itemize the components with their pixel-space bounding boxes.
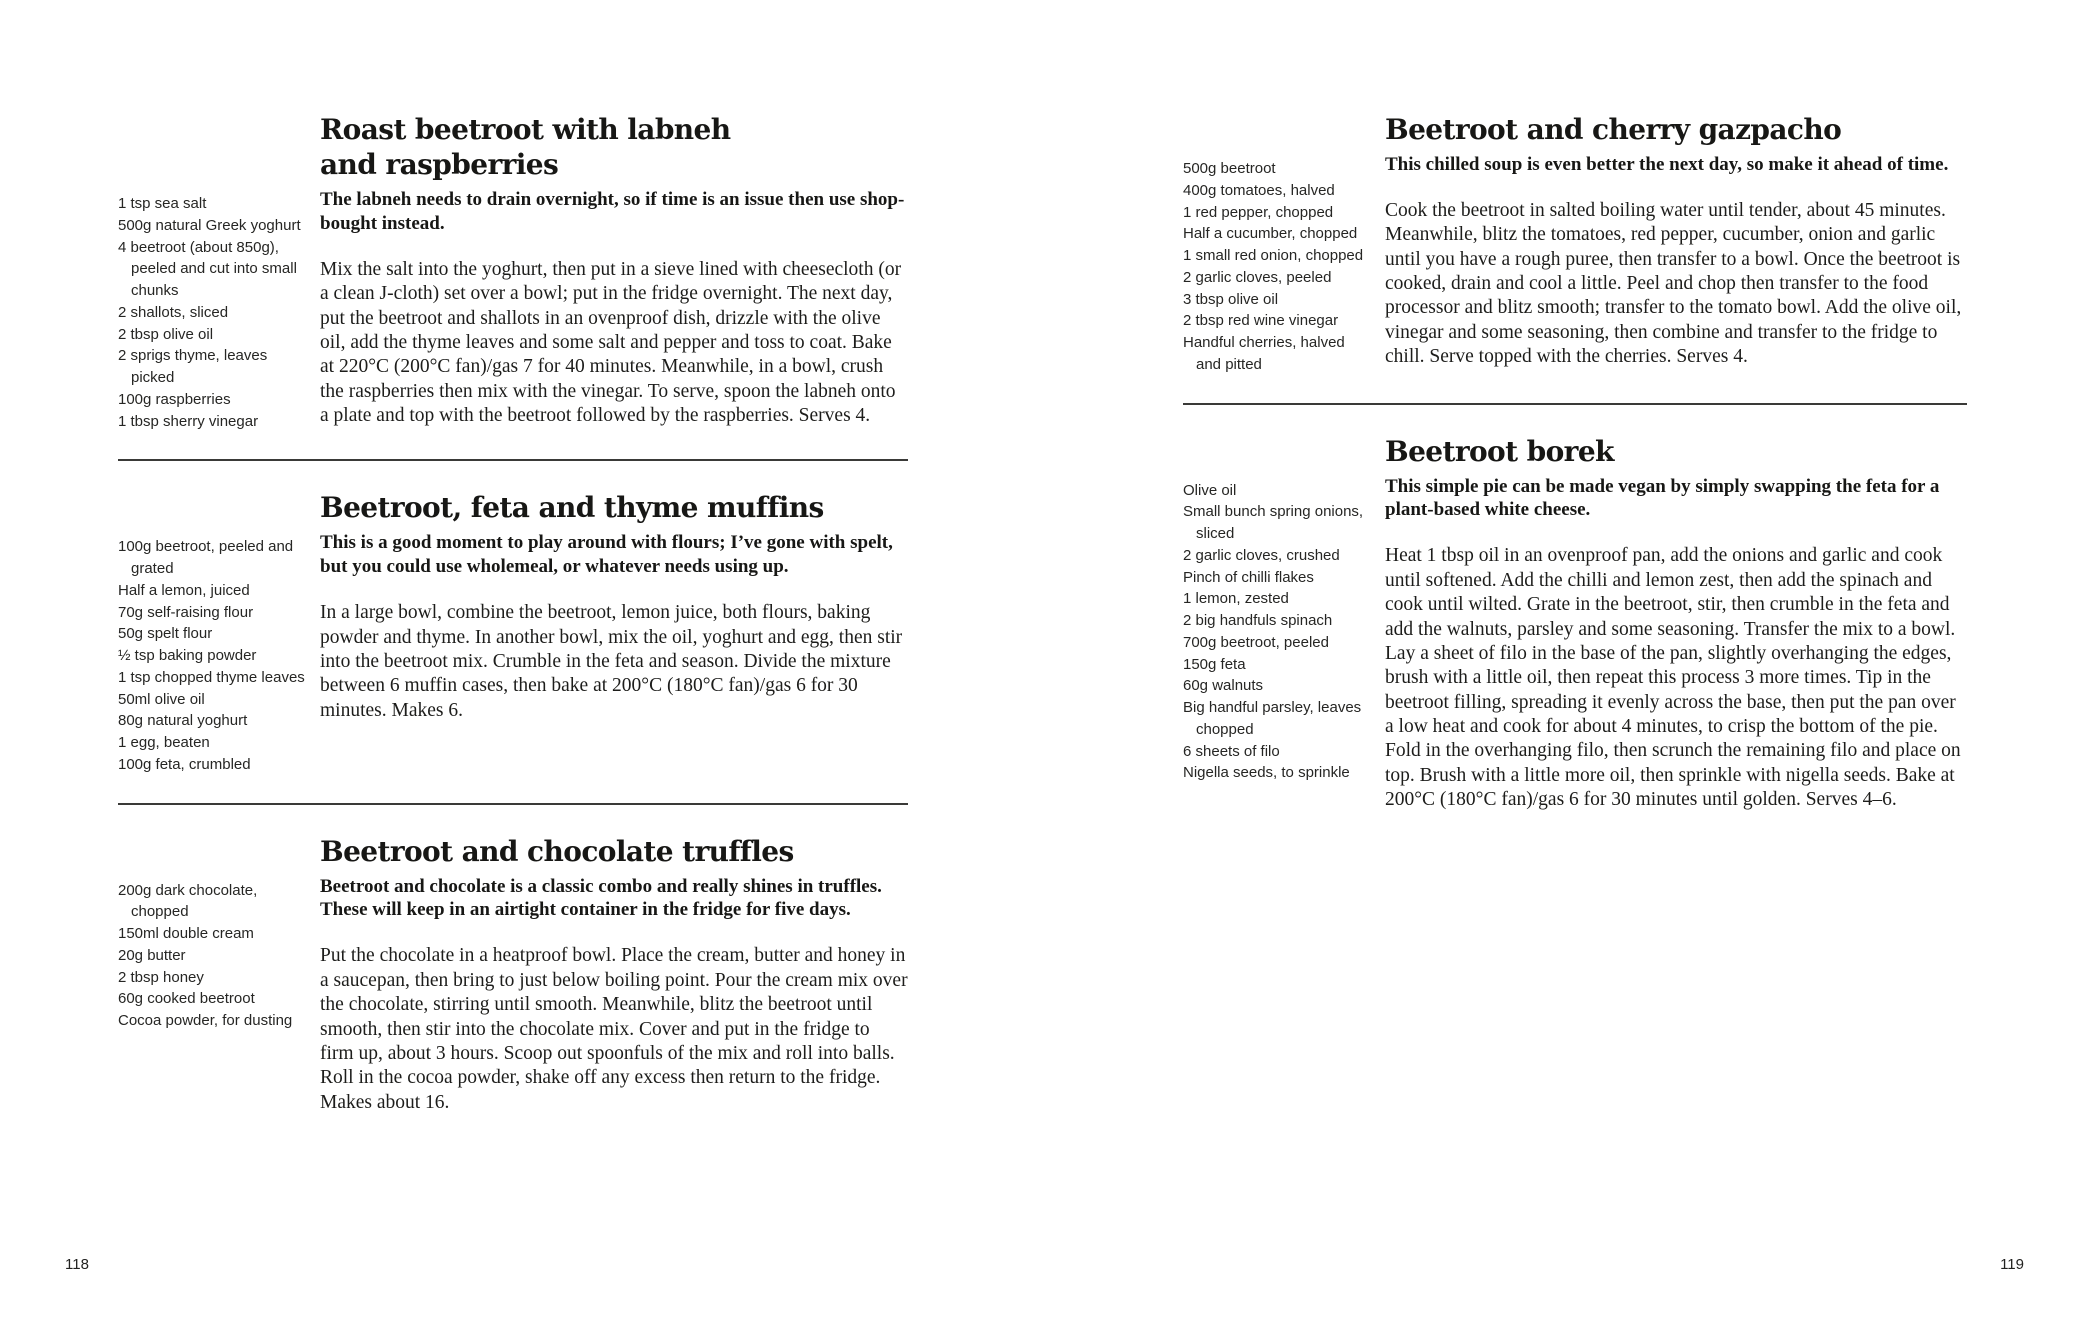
recipe-title-line: Roast beetroot with labneh <box>320 113 731 146</box>
recipe-standfirst: The labneh needs to drain overnight, so if time is an issue then use shop-bought instead. <box>320 189 905 234</box>
recipe-main <box>320 875 908 1116</box>
ingredient-item: Half a lemon, juiced <box>118 581 250 599</box>
recipe-columns <box>1183 475 1967 813</box>
ingredient-item: 100g raspberries <box>118 390 231 408</box>
ingredient-item: Nigella seeds, to sprinkle <box>1183 764 1350 782</box>
ingredient-item: 3 tbsp olive oil <box>1183 290 1279 308</box>
recipe-title <box>1385 434 1967 469</box>
ingredient-item: ½ tsp baking powder <box>118 647 257 664</box>
ingredient-item: 700g beetroot, peeled <box>1183 633 1329 651</box>
recipe-columns <box>118 531 908 775</box>
ingredient-item: 1 tbsp sherry vinegar <box>118 412 259 430</box>
ingredient-item: 4 beetroot (about 850g), peeled and cut into small chunks <box>118 238 297 299</box>
recipe-method: Cook the beetroot in salted boiling water until tender, about 45 minutes. Meanwhile, blitz the tomatoes, red pepper, cucumber, onion and garlic until you have a rough puree, then transfer to a bowl. Once the beetroot is cooked, drain and cool a little. Peel and chop then transfer to the food processor and blitz smooth; transfer to the tomato bowl. Add the olive oil, vinegar and some seasoning, then combine and transfer to the fridge to chill. Serve topped with the cherries. Serves 4. <box>1385 199 1962 368</box>
ingredient-item: 6 sheets of filo <box>1183 742 1280 760</box>
ingredient-item: 2 tbsp olive oil <box>118 325 214 343</box>
section-divider <box>118 803 908 805</box>
ingredient-item: 1 lemon, zested <box>1183 590 1289 608</box>
ingredient-item: 150ml double cream <box>118 925 254 942</box>
page-number-right: 119 <box>2000 1256 2024 1273</box>
ingredient-item: 70g self-raising flour <box>118 603 254 621</box>
ingredient-item: 2 garlic cloves, peeled <box>1183 268 1332 286</box>
ingredient-item: 400g tomatoes, halved <box>1183 181 1335 199</box>
page-number-left: 118 <box>65 1256 89 1273</box>
recipe-title <box>320 834 908 869</box>
recipe-main <box>320 188 908 429</box>
recipe-main <box>1385 153 1967 370</box>
ingredients-list <box>1183 480 1371 785</box>
ingredient-item: 500g beetroot <box>1183 160 1276 177</box>
ingredient-item: 200g dark chocolate, chopped <box>118 881 258 921</box>
recipe-beetroot-borek <box>1183 434 1967 813</box>
ingredient-item: 500g natural Greek yoghurt <box>118 216 301 234</box>
page-left-content <box>118 0 908 1115</box>
ingredient-item: 60g cooked beetroot <box>118 990 255 1008</box>
recipe-title <box>1385 112 1967 147</box>
ingredient-item: Big handful parsley, leaves chopped <box>1183 699 1362 738</box>
recipe-title <box>320 112 908 182</box>
recipe-standfirst: This simple pie can be made vegan by simply swapping the feta for a plant-based white cheese. <box>1385 475 1940 521</box>
ingredient-item: 20g butter <box>118 946 186 964</box>
recipe-title-line: Beetroot borek <box>1385 434 1614 468</box>
ingredients-list <box>118 880 306 1032</box>
ingredient-item: 50g spelt flour <box>118 625 213 643</box>
recipe-columns <box>118 875 908 1116</box>
ingredient-item: 1 small red onion, chopped <box>1183 247 1364 264</box>
recipe-title <box>320 490 908 525</box>
ingredient-item: Pinch of chilli flakes <box>1183 568 1314 586</box>
recipe-standfirst: Beetroot and chocolate is a classic combo and really shines in truffles. These will keep in an airtight container in the fridge for five days. <box>320 875 882 921</box>
ingredient-item: 2 tbsp honey <box>118 968 204 986</box>
page-right-content <box>1183 0 1967 813</box>
ingredients-list <box>1183 158 1371 376</box>
recipe-columns <box>1183 153 1967 376</box>
ingredient-item: Half a cucumber, chopped <box>1183 225 1358 243</box>
recipe-beetroot-cherry-gazpacho <box>1183 112 1967 376</box>
ingredients-list <box>118 536 306 775</box>
ingredient-item: 1 tsp sea salt <box>118 195 207 212</box>
ingredient-item: 50ml olive oil <box>118 690 205 708</box>
ingredient-item: 2 tbsp red wine vinegar <box>1183 312 1339 330</box>
ingredient-item: 2 big handfuls spinach <box>1183 612 1333 629</box>
ingredient-item: Handful cherries, halved and pitted <box>1183 334 1345 373</box>
recipe-method: Heat 1 tbsp oil in an ovenproof pan, add the onions and garlic and cook until softened. Add the chilli and lemon zest, then add the spinach and cook until wilted. Grate in the beetroot, stir, then crumble in the feta and add the walnuts, parsley and some seasoning. Transfer the mix to a bowl. Lay a sheet of filo in the base of the pan, slightly overhanging the edges, brush with a little oil, then repeat this process 3 more times. Tip in the beetroot filling, spreading it evenly across the base, then put the pan over a low heat and cook for about 4 minutes, to crisp the bottom of the pie. Fold in the overhanging filo, then scrunch the remaining filo and place on top. Brush with a little more oil, then sprinkle with nigella seeds. Bake at 200°C (180°C fan)/gas 6 for 30 minutes until golden. Serves 4–6. <box>1385 545 1961 811</box>
section-divider <box>1183 403 1967 405</box>
ingredient-item: 2 shallots, sliced <box>118 303 229 321</box>
ingredient-item: 60g walnuts <box>1183 677 1264 695</box>
recipe-title-line: Beetroot and cherry gazpacho <box>1385 113 1842 146</box>
ingredient-item: 100g beetroot, peeled and grated <box>118 538 294 577</box>
ingredient-item: Small bunch spring onions, sliced <box>1183 503 1364 542</box>
recipe-method: Mix the salt into the yoghurt, then put in a sieve lined with cheesecloth (or a clean J-cloth) set over a bowl; put in the fridge overnight. The next day, put the beetroot and shallots in an ovenproof dish, drizzle with the olive oil, add the thyme leaves and some salt and pepper and toss to coat. Bake at 220°C (200°C fan)/gas 7 for 40 minutes. Meanwhile, in a bowl, crush the raspberries then mix with the vinegar. To serve, spoon the labneh onto a plate and top with the beetroot followed by the raspberries. Serves 4. <box>320 258 902 427</box>
recipe-main <box>1385 475 1967 813</box>
page-right <box>1183 0 1967 1323</box>
ingredient-item: 1 red pepper, chopped <box>1183 203 1334 221</box>
ingredients-list <box>118 193 306 432</box>
ingredient-item: 1 egg, beaten <box>118 734 210 751</box>
ingredient-item: Cocoa powder, for dusting <box>118 1012 293 1029</box>
recipe-beetroot-feta-thyme-muffins <box>118 490 908 775</box>
recipe-title-line: Beetroot and chocolate truffles <box>320 834 794 868</box>
recipe-roast-beetroot-labneh <box>118 112 908 432</box>
ingredient-item: Olive oil <box>1183 481 1237 499</box>
recipe-method: Put the chocolate in a heatproof bowl. Place the cream, butter and honey in a saucepan, then bring to just below boiling point. Pour the cream mix over the chocolate, stirring until smooth. Meanwhile, blitz the beetroot until smooth, then stir into the chocolate mix. Cover and put in the fridge to firm up, about 3 hours. Scoop out spoonfuls of the mix and roll into balls. Roll in the cocoa powder, shake off any excess then return to the fridge. Makes about 16. <box>320 945 908 1113</box>
ingredient-item: 2 garlic cloves, crushed <box>1183 546 1340 564</box>
recipe-standfirst: This is a good moment to play around with flours; I’ve gone with spelt, but you could use wholemeal, or whatever needs using up. <box>320 532 893 578</box>
recipe-title-line: Beetroot, feta and thyme muffins <box>320 491 824 525</box>
recipe-beetroot-chocolate-truffles <box>118 834 908 1116</box>
ingredient-item: 1 tsp chopped thyme leaves <box>118 668 305 686</box>
page-left <box>118 0 908 1323</box>
ingredient-item: 100g feta, crumbled <box>118 755 251 773</box>
section-divider <box>118 459 908 461</box>
recipe-method: In a large bowl, combine the beetroot, lemon juice, both flours, baking powder and thyme. In another bowl, mix the oil, yoghurt and egg, then stir into the beetroot mix. Crumble in the feta and season. Divide the mixture between 6 muffin cases, then bake at 200°C (180°C fan)/gas 6 for 30 minutes. Makes 6. <box>320 602 903 721</box>
recipe-columns <box>118 188 908 432</box>
ingredient-item: 80g natural yoghurt <box>118 712 248 730</box>
ingredient-item: 2 sprigs thyme, leaves picked <box>118 347 268 386</box>
recipe-title-line: and raspberries <box>320 148 559 181</box>
ingredient-item: 150g feta <box>1183 655 1246 673</box>
recipe-standfirst: This chilled soup is even better the next day, so make it ahead of time. <box>1385 154 1949 175</box>
recipe-main <box>320 531 908 723</box>
